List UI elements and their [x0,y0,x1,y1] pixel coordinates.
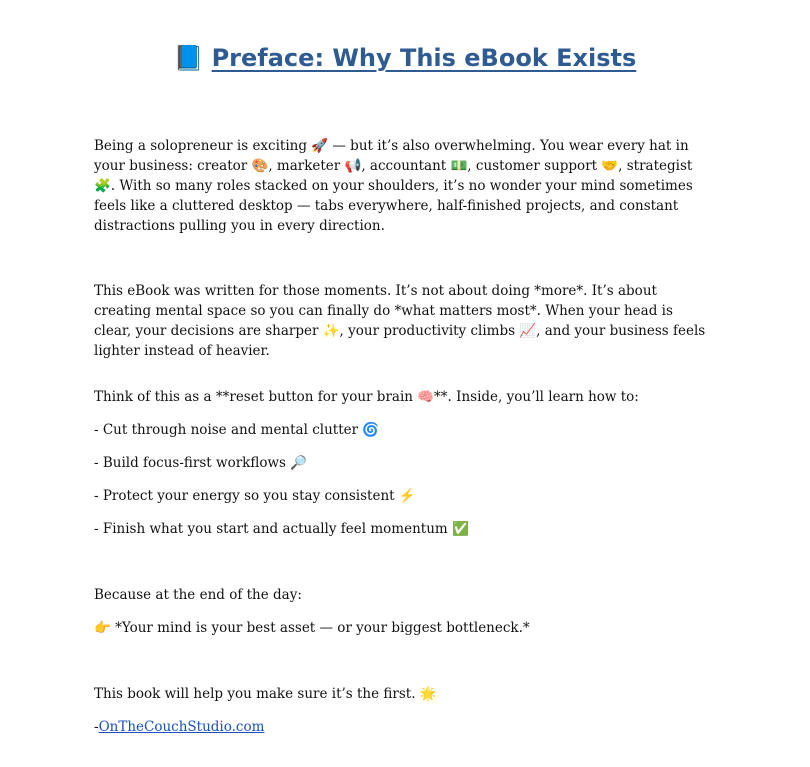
list-item: - Finish what you start and actually feel momentum ✅ [94,521,469,537]
list-item: - Protect your energy so you stay consistent ⚡ [94,488,416,504]
paragraph-end-of-day: Because at the end of the day: [94,587,302,603]
signature-dash: - [94,719,99,735]
page-title-text: Preface: Why This eBook Exists [211,44,637,72]
paragraph-intro: Being a solopreneur is exciting 🚀 — but it’s also overwhelming. You wear every hat in your business: creator 🎨, marketer 📢, accountant 💵, customer support 🤝, strategist 🧩. With so many roles stacked on your shoulders, it’s no wonder your mind sometimes feels like a cluttered desktop — tabs everywhere, half-finished projects, and constant distractions pulling you in every direction. [94,138,693,234]
paragraph-reset-button: Think of this as a **reset button for your brain 🧠**. Inside, you’ll learn how to: [94,389,639,405]
paragraph-closing: This book will help you make sure it’s the first. 🌟 [94,686,437,702]
blue-book-icon: 📘 [173,44,204,72]
signature [94,717,712,737]
website-link[interactable]: OnTheCouchStudio.com [98,719,265,735]
list-item: - Build focus-first workflows 🔎 [94,455,308,471]
paragraph-key-quote: 👉 *Your mind is your best asset — or your biggest bottleneck.* [94,620,530,636]
page-title [0,44,810,72]
paragraph-purpose: This eBook was written for those moments. It’s not about doing *more*. It’s about creating mental space so you can finally do *what matters most*. When your head is clear, your decisions are sharper ✨, your productivity climbs 📈, and your business feels lighter instead of heavier. [94,283,706,359]
list-item: - Cut through noise and mental clutter 🌀 [94,422,380,438]
